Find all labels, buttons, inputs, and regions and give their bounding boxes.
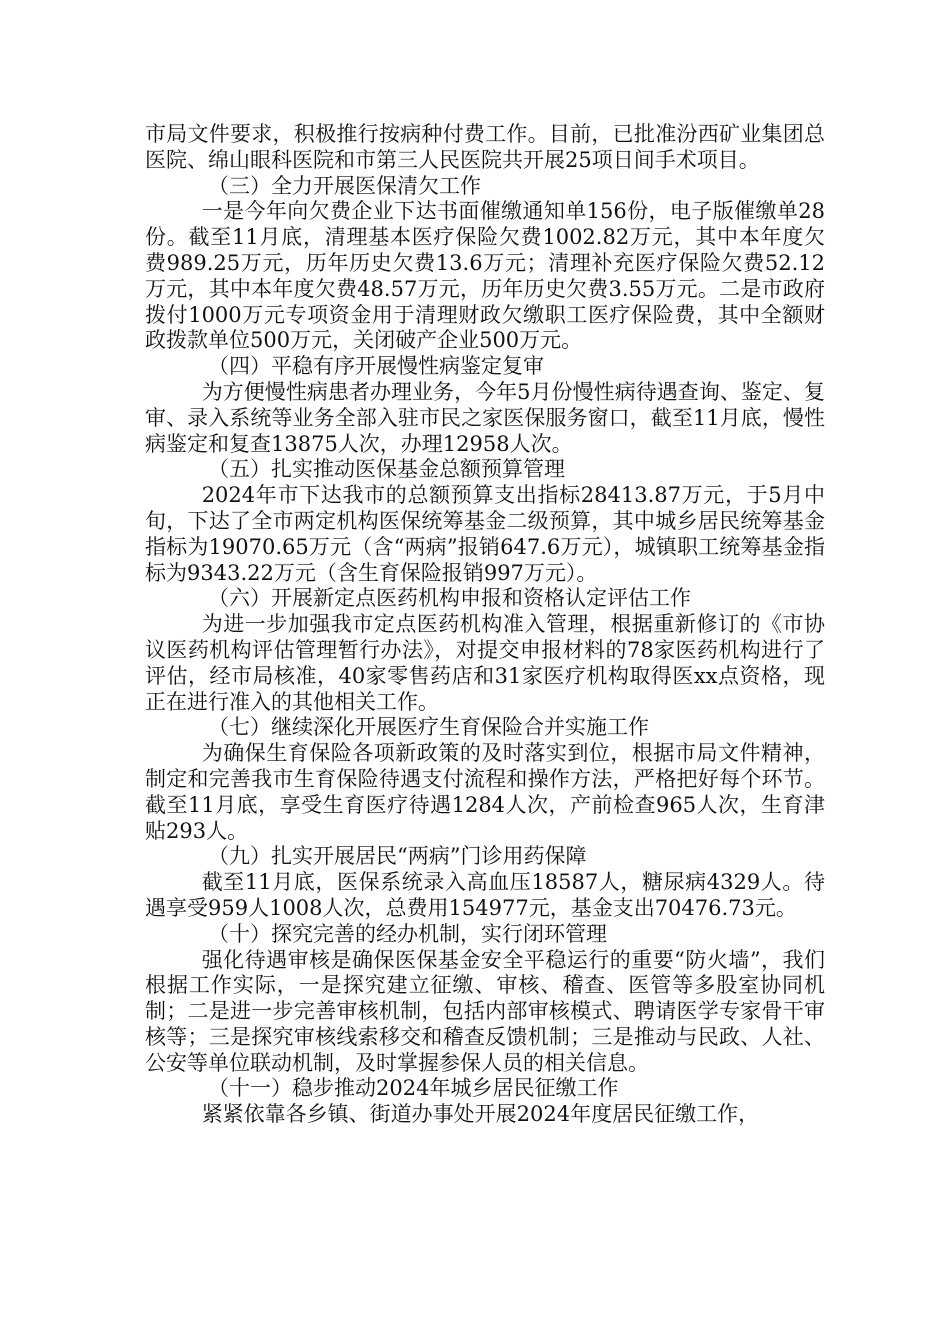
paragraph-intro: 市局文件要求，积极推行按病种付费工作。目前，已批准汾西矿业集团总医院、绵山眼科医院和市第三人民医院共开展25项日间手术项目。 <box>145 122 825 172</box>
section-heading-11: （十一）稳步推动2024年城乡居民征缴工作 <box>208 1076 619 1101</box>
paragraph-maternity: 为确保生育保险各项新政策的及时落实到位，根据市局文件精神，制定和完善我市生育保险待遇支付流程和操作方法，严格把好每个环节。截至11月底，享受生育医疗待遇1284人次，产前检查965人次，生育津贴293人。 <box>145 741 825 843</box>
paragraph-budget: 2024年市下达我市的总额预算支出指标28413.87万元，于5月中旬，下达了全市两定机构医保统筹基金二级预算，其中城乡居民统筹基金指标为19070.65万元（含“两病”报销647.6万元），城镇职工统筹基金指标为9343.22万元（含生育保险报销997万元）。 <box>145 483 825 585</box>
paragraph-designated-institutions: 为进一步加强我市定点医药机构准入管理，根据重新修订的《市协议医药机构评估管理暂行办法》，对提交申报材料的78家医药机构进行了评估，经市局核准，40家零售药店和31家医疗机构取得医xx点资格，现正在进行准入的其他相关工作。 <box>145 612 825 714</box>
section-heading-6: （六）开展新定点医药机构申报和资格认定评估工作 <box>208 586 691 611</box>
section-heading-9: （九）扎实开展居民“两病”门诊用药保障 <box>208 844 587 869</box>
section-heading-3: （三）全力开展医保清欠工作 <box>208 173 481 198</box>
section-heading-5: （五）扎实推动医保基金总额预算管理 <box>208 457 565 482</box>
paragraph-chronic-disease: 为方便慢性病患者办理业务，今年5月份慢性病待遇查询、鉴定、复审、录入系统等业务全部入驻市民之家医保服务窗口，截至11月底，慢性病鉴定和复查13875人次，办理12958人次。 <box>145 379 825 456</box>
section-heading-10: （十）探究完善的经办机制，实行闭环管理 <box>208 921 607 946</box>
paragraph-collection: 紧紧依靠各乡镇、街道办事处开展2024年度居民征缴工作， <box>201 1102 760 1127</box>
paragraph-arrears: 一是今年向欠费企业下达书面催缴通知单156份，电子版催缴单28份。截至11月底，清理基本医疗保险欠费1002.82万元，其中本年度欠费989.25万元，历年历史欠费13.6万元；清理补充医疗保险欠费52.12万元，其中本年度欠费48.57万元，历年历史欠费3.55万元。二是市政府拨付1000万元专项资金用于清理财政欠缴职工医疗保险费，其中全额财政拨款单位500万元，关闭破产企业500万元。 <box>145 199 825 353</box>
section-heading-7: （七）继续深化开展医疗生育保险合并实施工作 <box>208 715 649 740</box>
paragraph-two-diseases: 截至11月底，医保系统录入高血压18587人，糖尿病4329人。待遇享受959人1008人次，总费用154977元，基金支出70476.73元。 <box>145 870 825 920</box>
paragraph-review-mechanism: 强化待遇审核是确保医保基金安全平稳运行的重要“防火墙”，我们根据工作实际，一是探究建立征缴、审核、稽查、医管等多股室协同机制；二是进一步完善审核机制，包括内部审核模式、聘请医学专家骨干审核等；三是探究审核线索移交和稽查反馈机制；三是推动与民政、人社、公安等单位联动机制，及时掌握参保人员的相关信息。 <box>145 947 825 1075</box>
document-page <box>145 122 825 1128</box>
section-heading-4: （四）平稳有序开展慢性病鉴定复审 <box>208 354 544 379</box>
